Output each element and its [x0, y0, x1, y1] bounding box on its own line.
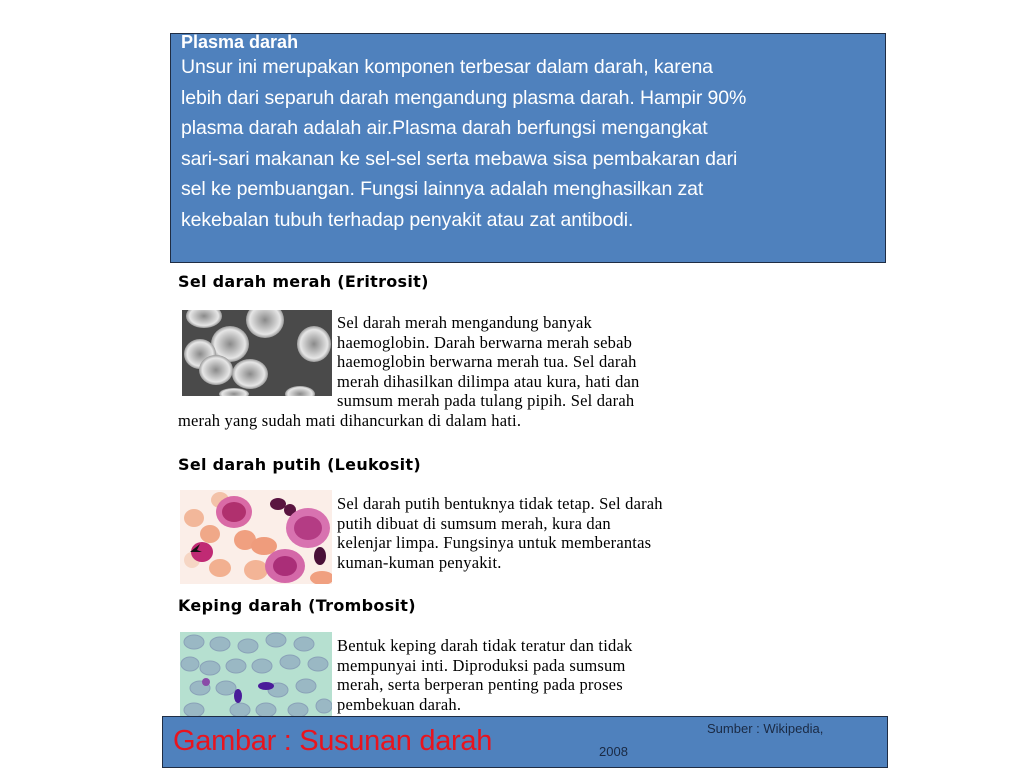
caption-box [162, 716, 888, 768]
desc-line: mempunyai inti. Diproduksi pada sumsum [337, 655, 626, 675]
desc-line: Sel darah merah mengandung banyak [337, 313, 592, 332]
white-blood-cells-image [180, 490, 332, 584]
plasma-line: sari-sari makanan ke sel-sel serta mebawa sisa pembakaran dari [181, 147, 738, 170]
plasma-line: Unsur ini merupakan komponen terbesar dalam darah, karena [181, 56, 713, 78]
desc-line: kuman-kuman penyakit. [337, 552, 502, 572]
red-blood-cells-image [182, 310, 332, 396]
plasma-line: kekebalan tubuh terhadap penyakit atau zat antibodi. [181, 208, 634, 231]
plasma-line: sel ke pembuangan. Fungsi lainnya adalah menghasilkan zat [181, 178, 704, 200]
eritrosit-description [337, 313, 640, 411]
source-credit: Sumber : Wikipedia, [707, 721, 824, 736]
plasma-line: lebih dari separuh darah mengandung plasma darah. Hampir 90% [181, 86, 747, 109]
desc-line: merah, serta berperan penting pada proses [337, 675, 623, 694]
desc-line: Sel darah putih bentuknya tidak tetap. Sel darah [337, 494, 663, 513]
section-eritrosit [178, 272, 898, 291]
eritrosit-description-cont [178, 411, 521, 431]
platelets-image [180, 632, 332, 716]
trombosit-description [337, 636, 632, 714]
plasma-line: plasma darah adalah air.Plasma darah berfungsi mengangkat [181, 117, 708, 139]
source-year: 2008 [599, 744, 628, 759]
caption-title: Gambar : Susunan darah [173, 725, 493, 757]
desc-line: merah yang sudah mati dihancurkan di dalam hati. [178, 411, 522, 430]
plasma-title: Plasma darah [181, 32, 299, 52]
desc-line: pembekuan darah. [337, 694, 462, 714]
desc-line: haemoglobin berwarna merah tua. Sel darah [337, 352, 637, 371]
section-title: Sel darah merah (Eritrosit) [178, 272, 429, 291]
section-title: Sel darah putih (Leukosit) [178, 455, 421, 474]
desc-line: haemoglobin. Darah berwarna merah sebab [337, 332, 633, 352]
leukosit-description [337, 494, 663, 572]
desc-line: Bentuk keping darah tidak teratur dan tidak [337, 636, 633, 655]
desc-line: merah dihasilkan dilimpa atau kura, hati dan [337, 371, 640, 391]
plasma-info-box [170, 33, 886, 263]
section-trombosit [178, 596, 898, 615]
plasma-description [181, 52, 875, 235]
section-title: Keping darah (Trombosit) [178, 596, 416, 615]
desc-line: putih dibuat di sumsum merah, kura dan [337, 513, 611, 533]
desc-line: sumsum merah pada tulang pipih. Sel darah [337, 391, 635, 410]
section-leukosit [178, 455, 898, 474]
desc-line: kelenjar limpa. Fungsinya untuk memberantas [337, 533, 652, 552]
